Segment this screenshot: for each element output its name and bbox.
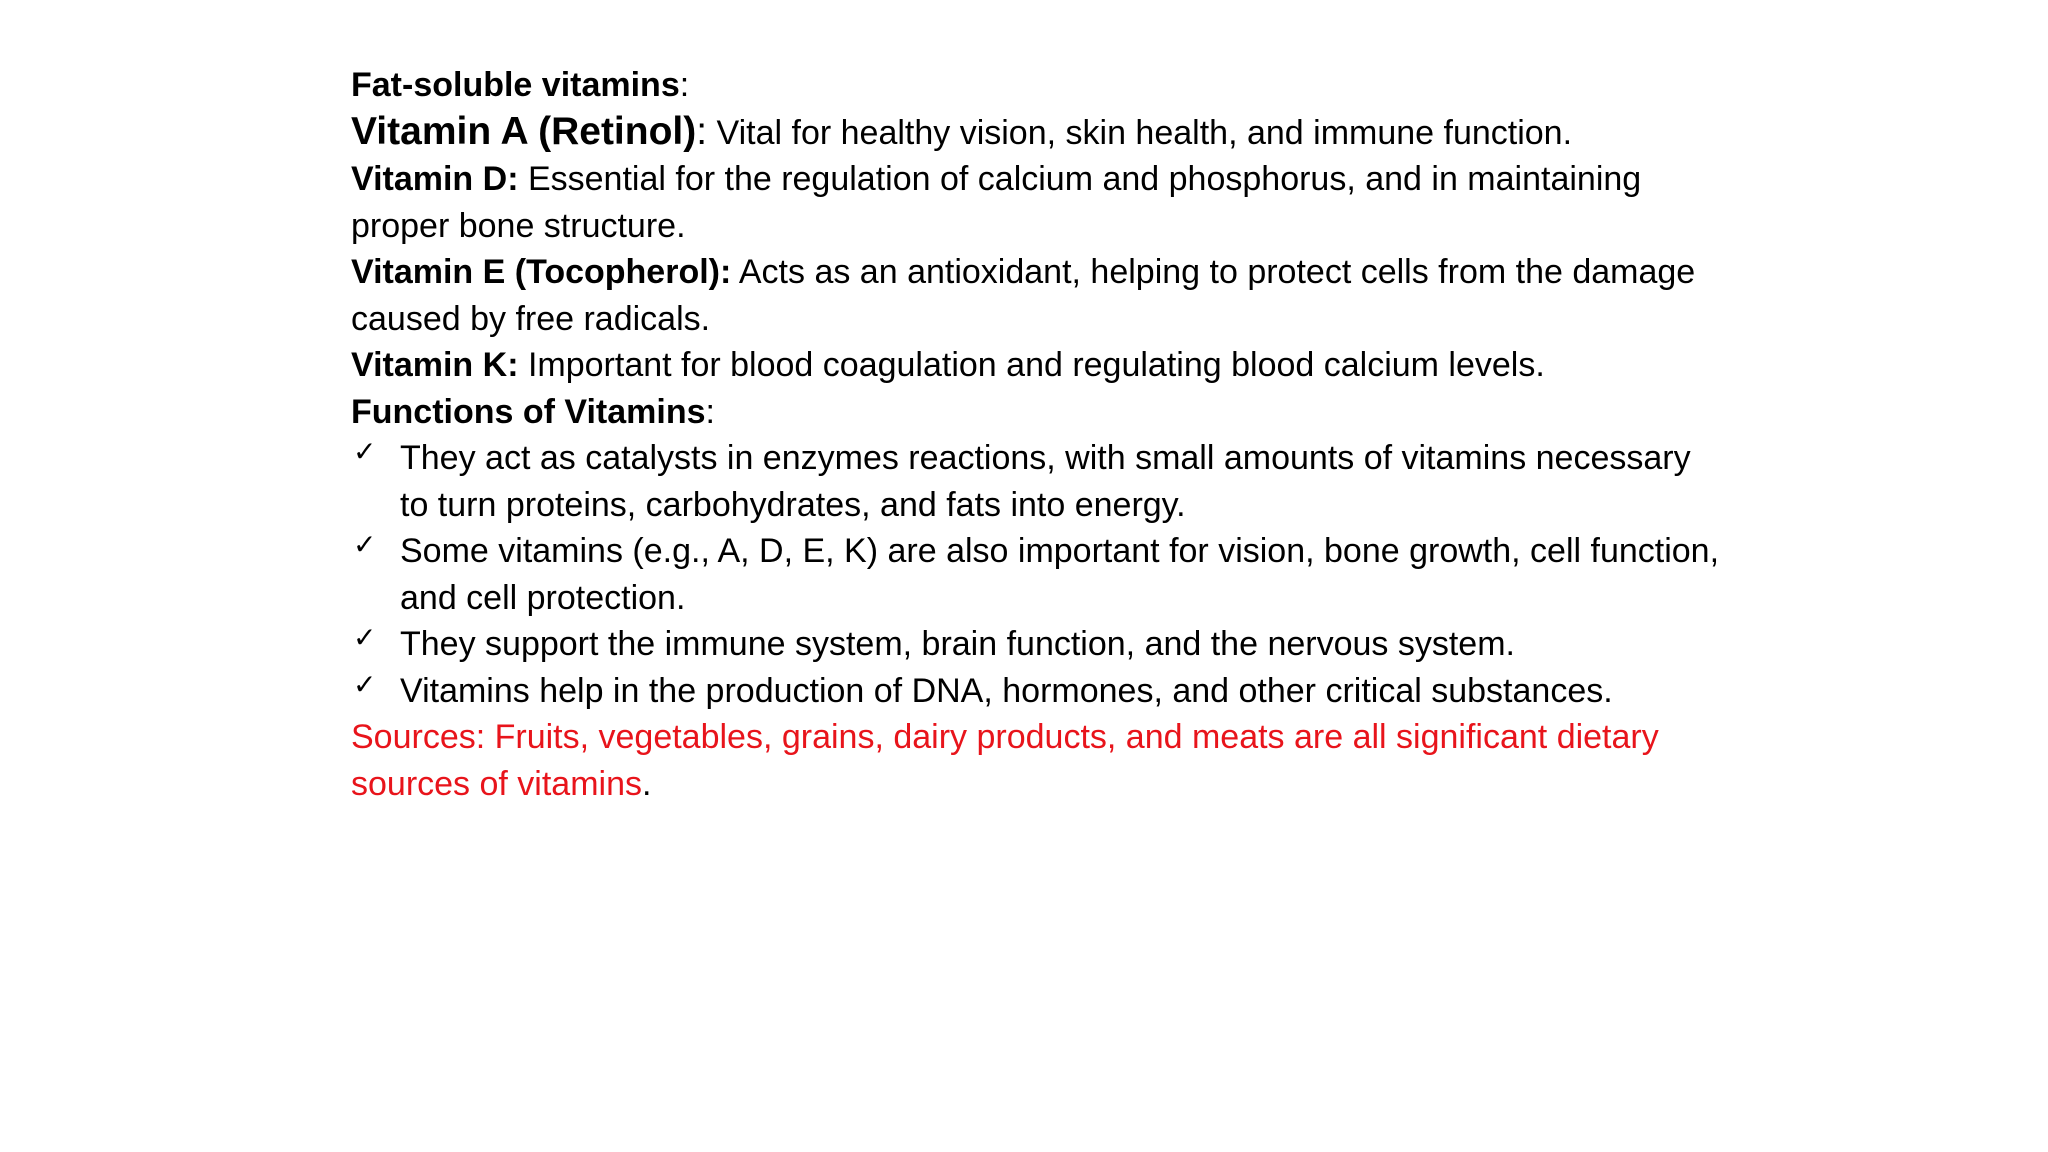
vitamin-e-name: Vitamin E (Tocopherol): [351, 253, 732, 291]
functions-heading-colon: : [705, 392, 715, 431]
vitamin-e-desc: Acts as an antioxidant, helping to protect cells from the damage caused by free radicals. [351, 253, 1696, 338]
fat-soluble-heading-text: Fat-soluble vitamins [351, 66, 680, 104]
list-item [351, 435, 1721, 528]
functions-list [351, 435, 1721, 714]
vitamin-a-sep: : [696, 109, 708, 153]
list-item-text: Vitamins help in the production of DNA, hormones, and other critical substances. [400, 671, 1613, 710]
sources-text: Sources: Fruits, vegetables, grains, dairy products, and meats are all significant dietary sources of vitamins [351, 718, 1659, 803]
list-item-text: They support the immune system, brain function, and the nervous system. [400, 625, 1515, 663]
vitamin-a-name: Vitamin A (Retinol) [351, 109, 697, 153]
vitamin-k-name: Vitamin K: [351, 346, 519, 384]
vitamin-k-paragraph [351, 342, 1721, 389]
list-item [351, 668, 1721, 715]
checkmark-icon: ✓ [353, 621, 377, 654]
list-item [351, 621, 1721, 668]
fat-soluble-heading [351, 62, 1721, 109]
vitamin-d-name: Vitamin D: [351, 160, 519, 198]
vitamin-k-desc: Important for blood coagulation and regulating blood calcium levels. [518, 346, 1545, 384]
list-item-text: They act as catalysts in enzymes reactions, with small amounts of vitamins necessary to turn proteins, carbohydrates, and fats into energy. [400, 439, 1691, 524]
functions-heading [351, 389, 1721, 436]
vitamin-a-desc: Vital for healthy vision, skin health, and immune function. [707, 113, 1573, 152]
vitamin-a-paragraph [351, 109, 1721, 157]
slide-content [351, 62, 1721, 807]
sources-paragraph [351, 714, 1721, 807]
list-item [351, 528, 1721, 621]
checkmark-icon: ✓ [353, 435, 377, 468]
functions-heading-text: Functions of Vitamins [351, 392, 706, 431]
fat-soluble-heading-colon: : [679, 66, 690, 104]
list-item-text: Some vitamins (e.g., A, D, E, K) are also important for vision, bone growth, cell function, and cell protection. [400, 532, 1720, 617]
vitamin-e-paragraph [351, 249, 1721, 342]
vitamin-d-paragraph [351, 156, 1721, 249]
sources-trailing-period: . [642, 764, 652, 803]
checkmark-icon: ✓ [353, 667, 377, 701]
checkmark-icon: ✓ [353, 528, 377, 561]
vitamin-d-desc: Essential for the regulation of calcium and phosphorus, and in maintaining proper bone structure. [351, 160, 1642, 245]
